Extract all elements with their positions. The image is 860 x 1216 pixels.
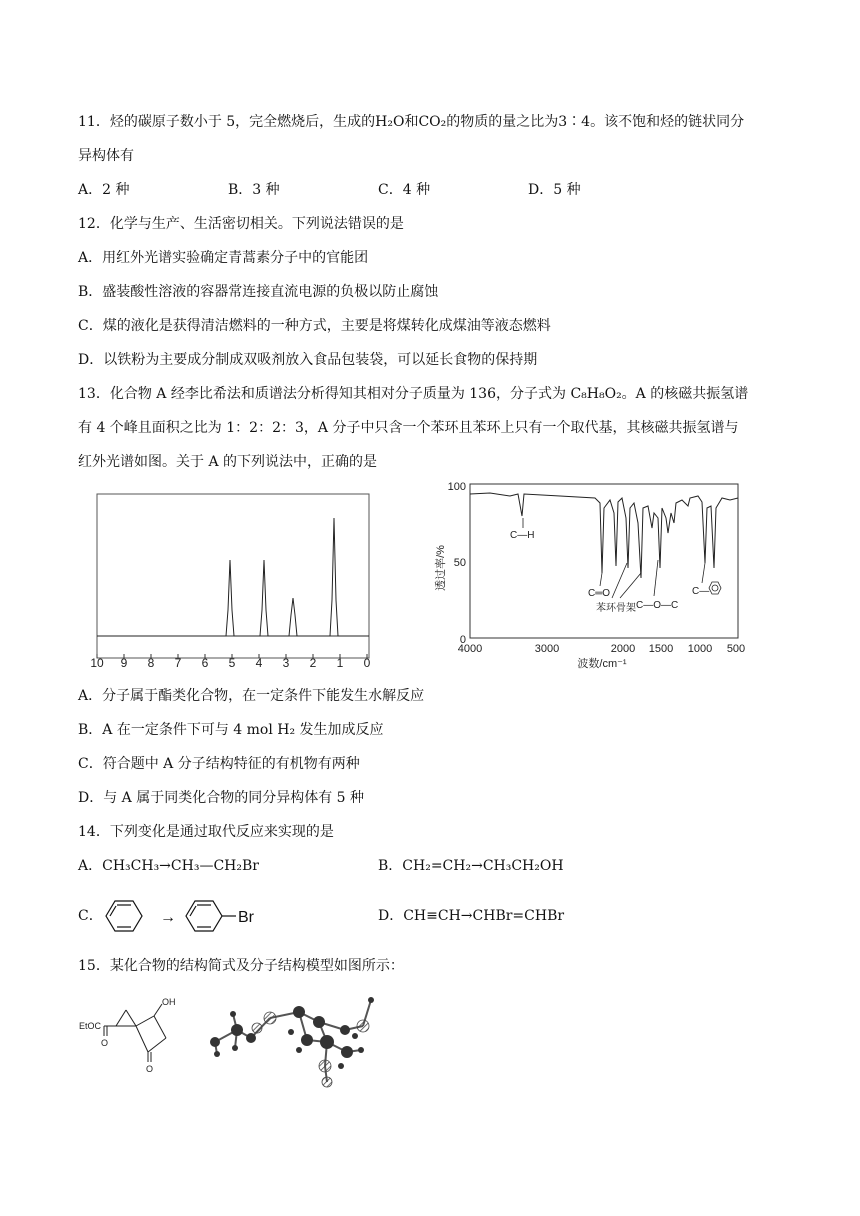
ir-annotation-benzene: 苯环骨架 <box>596 603 636 614</box>
q15-stem: 15．某化合物的结构简式及分子结构模型如图所示： <box>78 958 404 974</box>
ir-x-axis-label: 波数/cm⁻¹ <box>577 658 627 670</box>
q14-option-d: D．CH≡CH→CHBr=CHBr <box>378 908 565 924</box>
ir-xtick-4000: 4000 <box>457 643 483 655</box>
nmr-spectrum <box>84 490 384 670</box>
q13-option-b: B．A 在一定条件下可与 4 mol H₂ 发生加成反应 <box>78 722 384 738</box>
q15-molecular-model <box>195 992 385 1092</box>
q11-option-a: A．2 种 <box>78 182 130 198</box>
ir-xtick-3000: 3000 <box>534 643 560 655</box>
q15-label-carbonyl-o: O <box>101 1038 109 1048</box>
benzene-icon <box>106 901 142 931</box>
q15-label-oh: OH <box>162 997 176 1007</box>
q14-stem: 14．下列变化是通过取代反应来实现的是 <box>78 824 334 840</box>
nmr-tick-2: 2 <box>309 656 317 670</box>
q12-stem: 12．化学与生产、生活密切相关。下列说法错误的是 <box>78 216 404 232</box>
nmr-trace <box>97 518 369 636</box>
ir-xtick-2000: 2000 <box>610 643 636 655</box>
q13-stem-line2: 有 4 个峰且面积之比为 1：2：2：3，A 分子中只含一个苯环且苯环上只有一个取代基，其核磁共振氢谱与 <box>78 420 739 436</box>
q12-option-d: D．以铁粉为主要成分制成双吸剂放入食品包装袋，可以延长食物的保持期 <box>78 352 538 368</box>
q11-stem-line2: 异构体有 <box>78 148 134 164</box>
q12-option-c: C．煤的液化是获得清洁燃料的一种方式，主要是将煤转化成煤油等液态燃料 <box>78 318 551 334</box>
q14-option-c-br: Br <box>238 909 254 926</box>
ir-annotation-coc: C—O—C <box>636 600 679 611</box>
ir-spectrum <box>430 478 760 673</box>
nmr-tick-4: 4 <box>255 656 263 670</box>
nmr-tick-3: 3 <box>282 656 290 670</box>
q15-label-ketone-o: O <box>146 1064 154 1074</box>
q13-option-a: A．分子属于酯类化合物，在一定条件下能发生水解反应 <box>78 688 425 704</box>
nmr-tick-9: 9 <box>120 656 128 670</box>
q13-stem-line3: 红外光谱如图。关于 A 的下列说法中，正确的是 <box>78 454 378 470</box>
nmr-tick-0: 0 <box>363 656 371 670</box>
ir-ytick-50: 50 <box>453 557 466 569</box>
q13-stem-line1: 13．化合物 A 经李比希法和质谱法分析得知其相对分子质量为 136，分子式为 C₈H₈O₂。A 的核磁共振氢谱 <box>78 386 749 402</box>
nmr-tick-7: 7 <box>174 656 182 670</box>
ir-ytick-0: 0 <box>459 634 466 646</box>
q13-option-d: D．与 A 属于同类化合物的同分异构体有 5 种 <box>78 790 365 806</box>
q11-option-c: C．4 种 <box>378 182 431 198</box>
q13-option-c: C．符合题中 A 分子结构特征的有机物有两种 <box>78 756 360 772</box>
q14-option-c-arrow: → <box>160 909 176 926</box>
ir-ytick-100: 100 <box>447 481 466 493</box>
nmr-tick-6: 6 <box>201 656 209 670</box>
ir-annotation-cph: C— <box>692 586 710 597</box>
ir-annotation-co: C═O <box>588 588 611 599</box>
q14-option-c-label: C． <box>78 908 103 924</box>
q11-option-b: B．3 种 <box>228 182 280 198</box>
ir-xtick-1500: 1500 <box>648 643 674 655</box>
q14-option-a: A．CH₃CH₃→CH₃—CH₂Br <box>78 858 259 874</box>
ir-xtick-1000: 1000 <box>687 643 713 655</box>
q12-option-b: B．盛装酸性溶液的容器常连接直流电源的负极以防止腐蚀 <box>78 284 439 300</box>
nmr-tick-10: 10 <box>90 656 104 670</box>
ir-xtick-500: 500 <box>726 643 746 655</box>
ir-annotation-phenyl-icon <box>709 582 721 594</box>
q15-structural-formula <box>78 996 188 1076</box>
q11-stem-line1: 11．烃的碳原子数小于 5，完全燃烧后，生成的H₂O和CO₂的物质的量之比为3∶4。该不饱和烃的链状同分 <box>78 114 745 130</box>
nmr-tick-5: 5 <box>228 656 236 670</box>
q14-option-c-reaction <box>100 896 300 936</box>
ir-y-axis-label: 透过率/% <box>435 545 447 591</box>
q12-option-a: A．用红外光谱实验确定青蒿素分子中的官能团 <box>78 250 369 266</box>
q14-option-b: B．CH₂=CH₂→CH₃CH₂OH <box>378 858 564 874</box>
bromobenzene-icon <box>186 901 236 931</box>
ir-annotation-ch: C—H <box>510 530 535 541</box>
nmr-tick-1: 1 <box>336 656 344 670</box>
q15-label-etoc: EtOC <box>79 1021 102 1031</box>
nmr-tick-8: 8 <box>147 656 155 670</box>
q11-option-d: D．5 种 <box>528 182 581 198</box>
